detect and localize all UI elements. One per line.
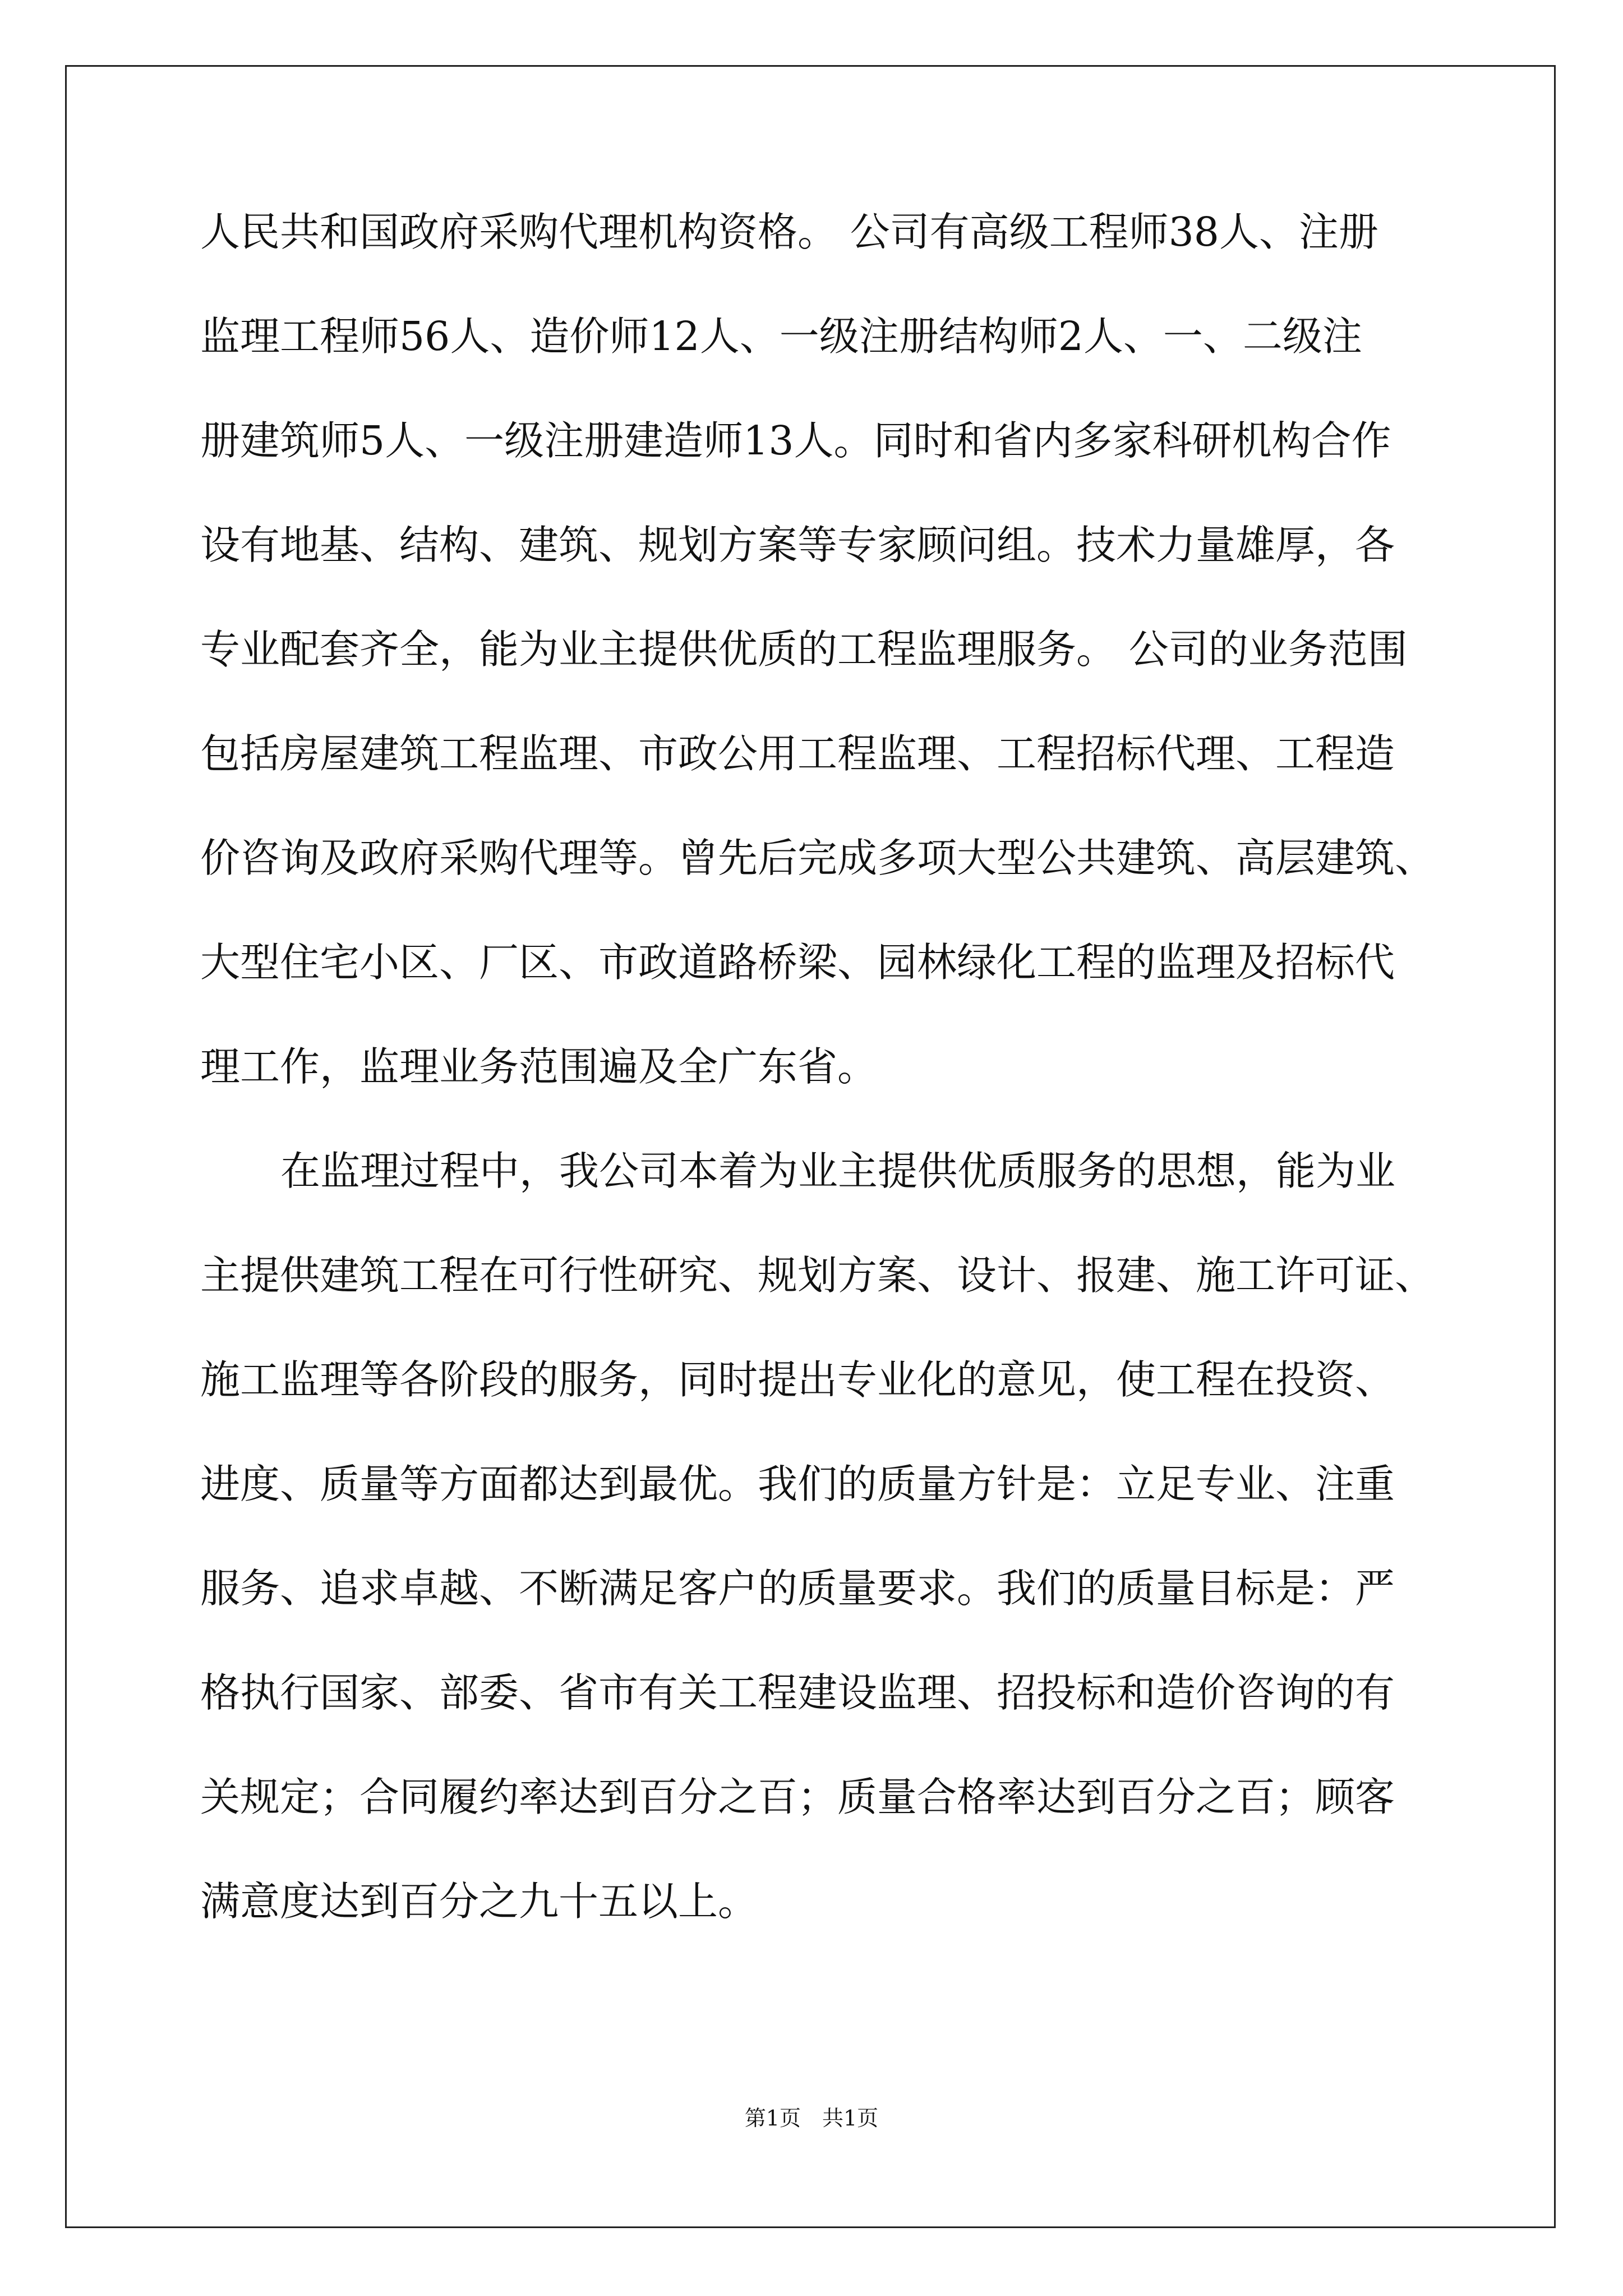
text-line: 服务、追求卓越、不断满足客户的质量要求。我们的质量目标是：严 [200, 1565, 1395, 1612]
text-line: 格执行国家、部委、省市有关工程建设监理、招投标和造价咨询的有 [200, 1669, 1395, 1716]
text-line: 在监理过程中，我公司本着为业主提供优质服务的思想，能为业 [280, 1148, 1396, 1194]
text-line: 设有地基、结构、建筑、规划方案等专家顾问组。技术力量雄厚，各 [200, 522, 1395, 568]
text-line: 理工作，监理业务范围遍及全广东省。 [200, 1043, 878, 1090]
text-line: 满意度达到百分之九十五以上。 [200, 1878, 758, 1925]
text-line: 包括房屋建筑工程监理、市政公用工程监理、工程招标代理、工程造 [200, 730, 1395, 777]
text-line: 施工监理等各阶段的服务，同时提出专业化的意见，使工程在投资、 [200, 1356, 1395, 1403]
text-line: 大型住宅小区、厂区、市政道路桥梁、园林绿化工程的监理及招标代 [200, 939, 1395, 986]
text-line: 进度、质量等方面都达到最优。我们的质量方针是：立足专业、注重 [200, 1461, 1395, 1507]
text-line: 价咨询及政府采购代理等。曾先后完成多项大型公共建筑、高层建筑、 [200, 835, 1435, 881]
text-line: 监理工程师56人、造价师12人、一级注册结构师2人、一、二级注 [200, 313, 1362, 360]
text-line: 主提供建筑工程在可行性研究、规划方案、设计、报建、施工许可证、 [200, 1252, 1435, 1299]
text-line: 册建筑师5人、一级注册建造师13人。同时和省内多家科研机构合作 [200, 417, 1391, 464]
text-line: 专业配套齐全，能为业主提供优质的工程监理服务。 公司的业务范围 [200, 626, 1408, 673]
text-line: 人民共和国政府采购代理机构资格。 公司有高级工程师38人、注册 [200, 209, 1378, 255]
text-line: 关规定；合同履约率达到百分之百；质量合格率达到百分之百；顾客 [200, 1774, 1395, 1820]
page-footer: 第1页 共1页 [744, 2106, 879, 2131]
